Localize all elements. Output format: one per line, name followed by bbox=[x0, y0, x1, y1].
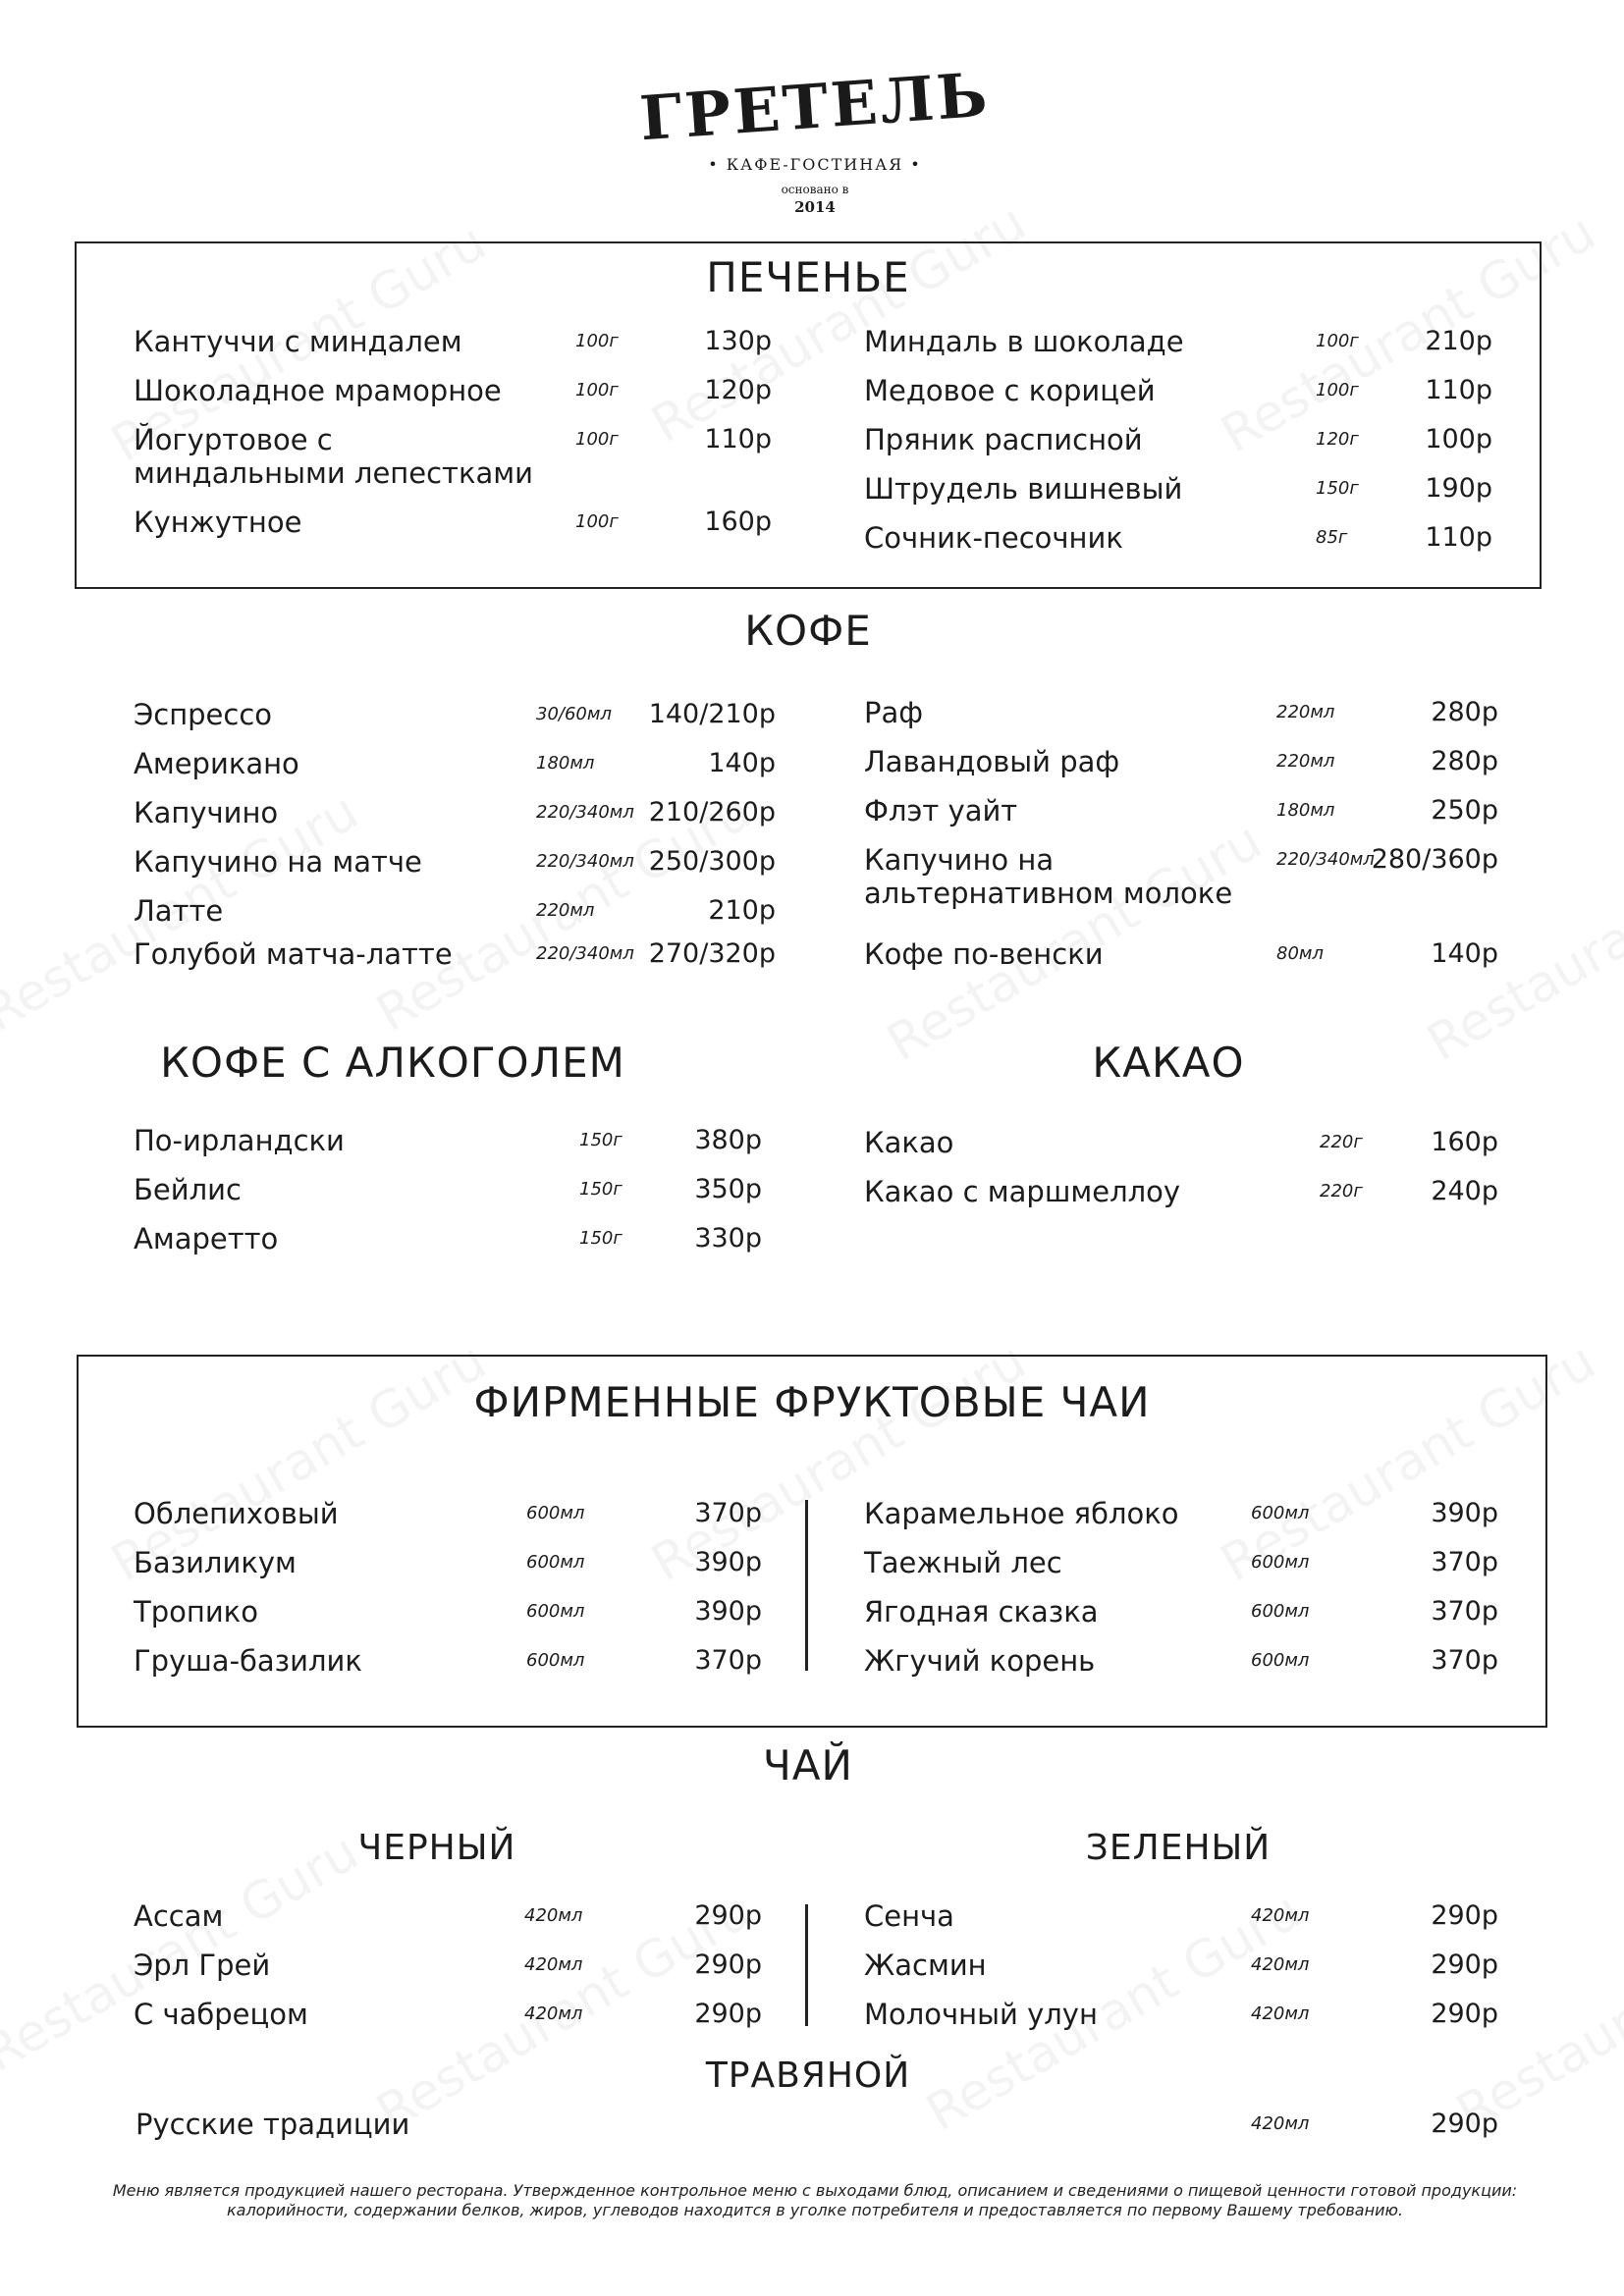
item-weight: 420мл bbox=[1251, 1905, 1310, 1926]
item-name: Американо bbox=[134, 747, 299, 780]
item-price: 290р bbox=[1431, 1900, 1498, 1931]
item-price: 140/210р bbox=[648, 699, 776, 729]
item-weight: 100г bbox=[575, 511, 619, 532]
logo-subtitle: • КАФЕ-ГОСТИНАЯ • bbox=[708, 155, 922, 174]
kofe-alko-title: КОФЕ С АЛКОГОЛЕМ bbox=[160, 1039, 625, 1087]
menu-item bbox=[135, 2107, 1498, 2140]
menu-item bbox=[134, 1594, 762, 1628]
menu-item bbox=[134, 893, 776, 927]
item-price: 370р bbox=[694, 1498, 762, 1528]
item-price: 290р bbox=[1431, 1949, 1498, 1980]
item-weight: 150г bbox=[579, 1228, 623, 1249]
menu-item bbox=[864, 1643, 1498, 1677]
logo-since: основано в bbox=[781, 183, 849, 196]
item-price: 250/300р bbox=[648, 846, 776, 877]
tea-black-title: ЧЕРНЫЙ bbox=[357, 1828, 516, 1868]
item-weight: 100г bbox=[1316, 380, 1359, 400]
item-price: 280р bbox=[1431, 746, 1498, 776]
item-name: Штрудель вишневый bbox=[864, 472, 1183, 506]
item-price: 100р bbox=[1425, 424, 1492, 454]
menu-item bbox=[134, 1496, 762, 1529]
kofe-title: КОФЕ bbox=[744, 607, 872, 655]
item-price: 370р bbox=[1431, 1596, 1498, 1627]
item-weight: 100г bbox=[575, 331, 619, 351]
menu-item bbox=[134, 373, 772, 406]
menu-item bbox=[864, 1898, 1498, 1932]
item-price: 290р bbox=[1431, 2109, 1498, 2139]
item-price: 330р bbox=[694, 1223, 762, 1254]
item-name: Жасмин bbox=[864, 1949, 987, 1982]
item-name: Какао с маршмеллоу bbox=[864, 1175, 1181, 1208]
item-name: Лавандовый раф bbox=[864, 745, 1120, 778]
item-name: Кунжутное bbox=[134, 506, 302, 539]
item-name: Русские традиции bbox=[135, 2108, 410, 2141]
menu-item bbox=[134, 844, 776, 878]
item-price: 370р bbox=[1431, 1645, 1498, 1676]
column-divider bbox=[805, 1904, 808, 2026]
item-price: 120р bbox=[704, 375, 772, 405]
menu-item bbox=[864, 936, 1498, 970]
item-name: Эспрессо bbox=[134, 698, 273, 731]
menu-item bbox=[864, 1545, 1498, 1578]
item-weight: 80мл bbox=[1276, 943, 1324, 964]
item-price: 290р bbox=[694, 1900, 762, 1931]
column-divider bbox=[805, 1500, 808, 1671]
item-name: Ягодная сказка bbox=[864, 1595, 1099, 1629]
logo-year: 2014 bbox=[794, 198, 836, 216]
item-price: 160р bbox=[704, 507, 772, 537]
item-name: Раф bbox=[864, 696, 924, 729]
item-weight: 600мл bbox=[526, 1503, 585, 1523]
item-name: Таежный лес bbox=[864, 1546, 1062, 1579]
item-name: Шоколадное мраморное bbox=[134, 374, 502, 407]
footer-note-line1: Меню является продукцией нашего ресторана. Утвержденное контрольное меню с выходами блюд, описанием и сведениями о пищевой ценности готовой продукции: bbox=[112, 2181, 1518, 2200]
item-weight: 30/60мл bbox=[536, 704, 612, 724]
menu-item bbox=[864, 793, 1498, 827]
item-weight: 220/340мл bbox=[536, 851, 634, 872]
tea-title: ЧАЙ bbox=[763, 1741, 853, 1789]
menu-item bbox=[864, 1496, 1498, 1529]
item-weight: 420мл bbox=[524, 2003, 583, 2024]
item-name: Сочник-песочник bbox=[864, 521, 1123, 555]
item-weight: 420мл bbox=[524, 1905, 583, 1926]
menu-item bbox=[134, 324, 772, 357]
item-name: Капучино на матче bbox=[134, 845, 422, 879]
item-price: 160р bbox=[1431, 1127, 1498, 1157]
item-weight: 85г bbox=[1316, 527, 1348, 548]
menu-item bbox=[864, 744, 1498, 777]
menu-item bbox=[134, 1172, 762, 1205]
menu-item bbox=[864, 1997, 1498, 2030]
menu-item bbox=[134, 1948, 762, 1981]
item-weight: 220мл bbox=[536, 900, 595, 921]
menu-item bbox=[134, 1997, 762, 2030]
item-name: Латте bbox=[134, 894, 224, 928]
item-weight: 600мл bbox=[1251, 1650, 1310, 1671]
item-weight: 180мл bbox=[1276, 800, 1335, 821]
pechenye-title: ПЕЧЕНЬЕ bbox=[706, 253, 910, 301]
menu-item bbox=[134, 1643, 762, 1677]
tea-herbal-title: ТРАВЯНОЙ bbox=[705, 2056, 911, 2096]
item-weight: 220мл bbox=[1276, 751, 1335, 772]
item-price: 110р bbox=[1425, 522, 1492, 553]
item-weight: 150г bbox=[1316, 478, 1359, 499]
item-name: Молочный улун bbox=[864, 1998, 1098, 2031]
item-name: Карамельное яблоко bbox=[864, 1497, 1179, 1530]
menu-item bbox=[864, 695, 1498, 728]
menu-item bbox=[864, 1948, 1498, 1981]
item-name: Миндаль в шоколаде bbox=[864, 325, 1184, 358]
item-weight: 420мл bbox=[1251, 1954, 1310, 1975]
item-weight: 120г bbox=[1316, 429, 1359, 450]
item-price: 280/360р bbox=[1371, 844, 1498, 875]
item-name-line2: миндальными лепестками bbox=[134, 456, 533, 490]
item-name: Какао bbox=[864, 1126, 954, 1159]
item-price: 140р bbox=[1431, 938, 1498, 969]
menu-item bbox=[864, 324, 1492, 357]
item-name: Кантуччи с миндалем bbox=[134, 325, 462, 358]
item-weight: 220г bbox=[1320, 1132, 1363, 1152]
item-name: Капучино bbox=[134, 796, 279, 829]
item-price: 290р bbox=[694, 1949, 762, 1980]
menu-item bbox=[864, 471, 1492, 505]
item-weight: 420мл bbox=[1251, 2003, 1310, 2024]
item-name: Пряник расписной bbox=[864, 423, 1143, 456]
menu-item bbox=[134, 746, 776, 779]
item-weight: 600мл bbox=[1251, 1601, 1310, 1622]
item-name: Флэт уайт bbox=[864, 794, 1018, 828]
item-name: Капучино на bbox=[864, 843, 1055, 877]
item-weight: 600мл bbox=[1251, 1503, 1310, 1523]
footer-note-line2: калорийности, содержании белков, жиров, углеводов находится в уголке потребителя и предоставляется по первому Вашему требованию. bbox=[226, 2201, 1404, 2219]
menu-item bbox=[134, 795, 776, 828]
menu-item bbox=[864, 1594, 1498, 1628]
item-name: Кофе по-венски bbox=[864, 937, 1104, 971]
item-name: Медовое с корицей bbox=[864, 374, 1156, 407]
item-price: 370р bbox=[1431, 1547, 1498, 1577]
item-weight: 220/340мл bbox=[536, 802, 634, 823]
logo bbox=[628, 58, 1001, 228]
item-weight: 220/340мл bbox=[536, 943, 634, 964]
item-price: 290р bbox=[1431, 1999, 1498, 2029]
item-price: 240р bbox=[1431, 1176, 1498, 1206]
menu-item bbox=[134, 422, 772, 491]
item-weight: 600мл bbox=[526, 1650, 585, 1671]
item-price: 250р bbox=[1431, 795, 1498, 826]
item-weight: 600мл bbox=[1251, 1552, 1310, 1573]
menu-item bbox=[864, 373, 1492, 406]
item-weight: 420мл bbox=[524, 1954, 583, 1975]
menu-item bbox=[134, 1898, 762, 1932]
menu-item bbox=[134, 1123, 762, 1156]
item-weight: 600мл bbox=[526, 1552, 585, 1573]
item-price: 390р bbox=[694, 1596, 762, 1627]
menu-item bbox=[134, 505, 772, 538]
item-weight: 220/340мл bbox=[1276, 849, 1375, 870]
item-price: 350р bbox=[694, 1174, 762, 1204]
item-name: Тропико bbox=[134, 1595, 258, 1629]
item-name: Ассам bbox=[134, 1899, 224, 1933]
menu-item bbox=[864, 520, 1492, 554]
item-price: 210/260р bbox=[648, 797, 776, 828]
menu-item bbox=[864, 1174, 1498, 1207]
item-name: Облепиховый bbox=[134, 1497, 339, 1530]
item-weight: 100г bbox=[1316, 331, 1359, 351]
item-name: Йогуртовое с bbox=[134, 423, 333, 456]
logo-title: ГРЕТЕЛЬ bbox=[637, 58, 993, 155]
item-price: 210р bbox=[1425, 326, 1492, 356]
tea-green-title: ЗЕЛЕНЫЙ bbox=[1085, 1828, 1272, 1868]
item-name: По-ирландски bbox=[134, 1124, 345, 1157]
item-weight: 220мл bbox=[1276, 702, 1335, 722]
fruit-tea-title: ФИРМЕННЫЕ ФРУКТОВЫЕ ЧАИ bbox=[473, 1378, 1151, 1426]
item-weight: 100г bbox=[575, 380, 619, 400]
menu-item bbox=[134, 936, 776, 970]
item-name: Амаретто bbox=[134, 1222, 279, 1255]
item-price: 390р bbox=[1431, 1498, 1498, 1528]
kakao-title: КАКАО bbox=[1092, 1039, 1245, 1087]
menu-item bbox=[864, 842, 1498, 911]
item-price: 270/320р bbox=[648, 938, 776, 969]
item-price: 280р bbox=[1431, 697, 1498, 727]
item-price: 390р bbox=[694, 1547, 762, 1577]
menu-item bbox=[864, 1125, 1498, 1158]
item-price: 210р bbox=[708, 895, 776, 926]
item-weight: 100г bbox=[575, 429, 619, 450]
item-weight: 420мл bbox=[1251, 2113, 1310, 2134]
item-weight: 150г bbox=[579, 1130, 623, 1150]
menu-item bbox=[134, 1221, 762, 1255]
item-price: 130р bbox=[704, 326, 772, 356]
item-name: Эрл Грей bbox=[134, 1949, 271, 1982]
item-price: 110р bbox=[1425, 375, 1492, 405]
item-name: Бейлис bbox=[134, 1173, 242, 1206]
menu-item bbox=[864, 422, 1492, 455]
menu-item bbox=[134, 697, 776, 730]
item-weight: 180мл bbox=[536, 753, 595, 774]
item-name: Сенча bbox=[864, 1899, 954, 1933]
item-price: 370р bbox=[694, 1645, 762, 1676]
item-price: 290р bbox=[694, 1999, 762, 2029]
menu-item bbox=[134, 1545, 762, 1578]
item-name: Базиликум bbox=[134, 1546, 297, 1579]
item-price: 190р bbox=[1425, 473, 1492, 504]
item-name: Груша-базилик bbox=[134, 1644, 362, 1678]
item-price: 110р bbox=[704, 424, 772, 454]
item-name: С чабрецом bbox=[134, 1998, 308, 2031]
item-price: 380р bbox=[694, 1125, 762, 1155]
item-weight: 220г bbox=[1320, 1181, 1363, 1201]
item-name: Голубой матча-латте bbox=[134, 937, 453, 971]
item-price: 140р bbox=[708, 748, 776, 778]
item-weight: 600мл bbox=[526, 1601, 585, 1622]
item-name: Жгучий корень bbox=[864, 1644, 1096, 1678]
item-weight: 150г bbox=[579, 1179, 623, 1200]
item-name-line2: альтернативном молоке bbox=[864, 877, 1233, 910]
